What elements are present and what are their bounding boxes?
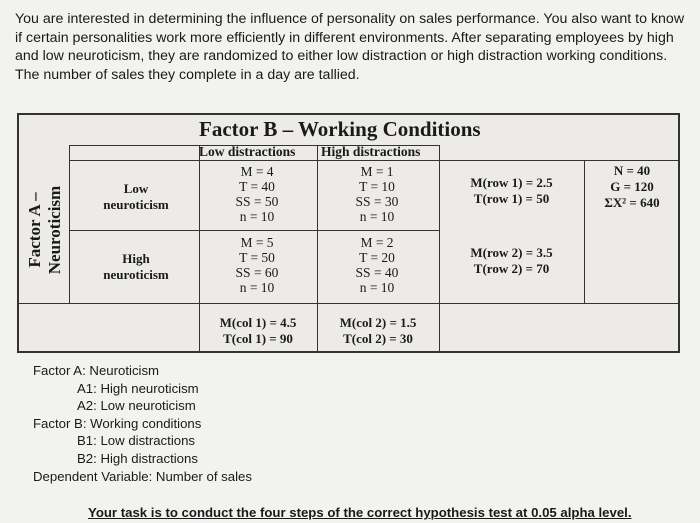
col2-total: T(col 2) = 30 <box>343 331 413 346</box>
factor-a1: A1: High neuroticism <box>77 380 199 396</box>
row-divider <box>69 230 439 231</box>
row-label-low-neuroticism <box>91 181 181 213</box>
row-label-line1: Low <box>123 181 149 196</box>
summary-rule <box>19 303 678 304</box>
factor-definitions <box>33 362 252 485</box>
cell-a1-b2 <box>337 164 417 224</box>
factor-b-title-text: Factor B: Working conditions <box>33 415 202 431</box>
cell-a1-b1 <box>217 164 297 224</box>
cell-ss: SS = 60 <box>235 265 279 280</box>
cell-ss: SS = 30 <box>355 194 399 209</box>
cell-a2-b1 <box>217 235 297 295</box>
cell-a2-b2 <box>337 235 417 295</box>
factor-a-label-line1: Factor A – <box>25 192 44 268</box>
cell-total: T = 50 <box>239 250 275 265</box>
row2-summary <box>449 245 574 277</box>
col1-summary <box>201 315 315 347</box>
row-label-high-neuroticism <box>91 251 181 283</box>
column-divider <box>317 145 318 353</box>
cell-mean: M = 4 <box>240 164 274 179</box>
cell-total: T = 20 <box>359 250 395 265</box>
factor-b1: B1: Low distractions <box>77 433 196 449</box>
row-summary-divider <box>584 160 585 303</box>
row1-mean: M(row 1) = 2.5 <box>470 175 553 190</box>
col-header-high-distractions: High distractions <box>321 144 421 159</box>
cell-total: T = 10 <box>359 179 395 194</box>
factor-a2: A2: Low neuroticism <box>77 398 196 414</box>
anova-data-table <box>17 113 680 353</box>
row2-mean: M(row 2) = 3.5 <box>470 245 553 260</box>
cells-right-divider <box>439 145 440 353</box>
problem-intro: You are interested in determining the influence of personality on sales performance. You also want to know if certain personalities work more efficiently in different environments. After separating employees by high and low neuroticism, they are randomized to either low distraction or high distraction working conditions. The number of sales they complete in a day are tallied. <box>15 11 685 83</box>
grand-g: G = 120 <box>610 179 654 194</box>
cell-n: n = 10 <box>239 209 275 224</box>
row-label-line2: neuroticism <box>103 267 169 282</box>
grand-n: N = 40 <box>613 163 651 178</box>
task-instruction: Your task is to conduct the four steps of the correct hypothesis test at 0.05 alpha level. <box>88 505 632 520</box>
cell-mean: M = 1 <box>360 164 394 179</box>
row1-summary <box>449 175 574 207</box>
cell-ss: SS = 50 <box>235 194 279 209</box>
row-label-line2: neuroticism <box>103 197 169 212</box>
row-label-line1: High <box>122 251 150 266</box>
factor-a-title: Factor A: Neuroticism <box>33 363 160 378</box>
col2-mean: M(col 2) = 1.5 <box>339 315 417 330</box>
col1-mean: M(col 1) = 4.5 <box>219 315 297 330</box>
row1-total: T(row 1) = 50 <box>473 191 550 206</box>
factor-b-title: Factor B – Working Conditions <box>199 117 481 141</box>
cell-ss: SS = 40 <box>355 265 399 280</box>
cell-n: n = 10 <box>359 209 395 224</box>
col-header-low-distractions: Low distractions <box>199 144 296 159</box>
col1-total: T(col 1) = 90 <box>223 331 293 346</box>
factor-b2: B2: High distractions <box>77 450 198 466</box>
factor-a-label <box>25 160 65 300</box>
row2-total: T(row 2) = 70 <box>473 261 550 276</box>
factor-a-label-line2: Neuroticism <box>45 185 64 275</box>
cell-total: T = 40 <box>239 179 275 194</box>
factor-a-divider <box>69 145 70 303</box>
cell-n: n = 10 <box>239 280 275 295</box>
cell-mean: M = 5 <box>240 235 274 250</box>
grand-sum-x-squared: ΣX² = 640 <box>604 195 660 210</box>
row-label-divider <box>199 145 200 353</box>
col-header-rule <box>69 160 678 161</box>
cell-n: n = 10 <box>359 280 395 295</box>
dependent-variable: Dependent Variable: Number of sales <box>33 468 252 484</box>
cell-mean: M = 2 <box>360 235 394 250</box>
grand-totals <box>587 163 677 211</box>
col2-summary <box>321 315 435 347</box>
